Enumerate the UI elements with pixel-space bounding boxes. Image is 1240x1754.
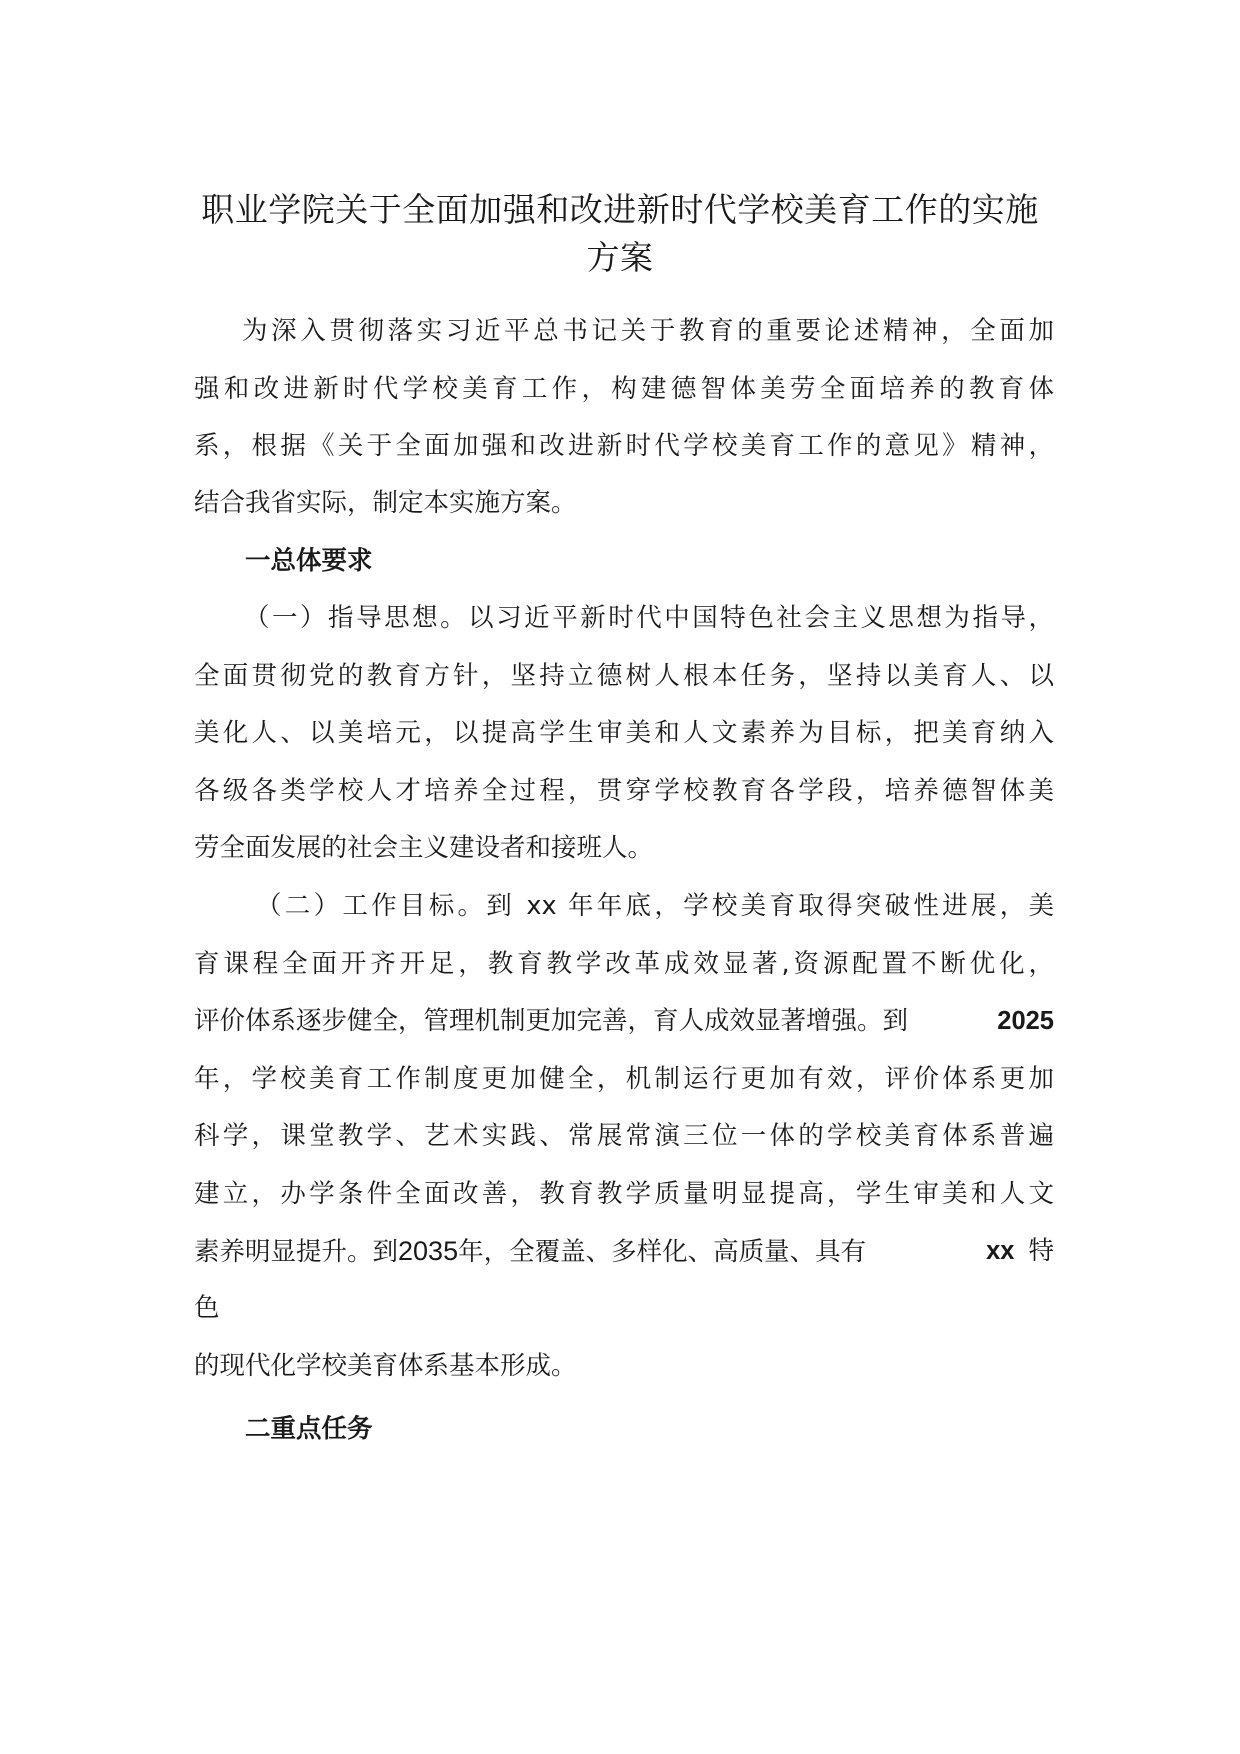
guiding-thought-line-1: （一）指导思想。以习近平新时代中国特色社会主义思想为指导， [244, 603, 1054, 633]
work-goal-line-7-a: 素养明显提升。到 [194, 1237, 399, 1267]
guiding-thought-line-3: 美化人、以美培元，以提高学生审美和人文素养为目标，把美育纳入 [194, 718, 1054, 748]
year-2025: 2025 [997, 1007, 1054, 1035]
year-2035: 2035 [398, 1236, 459, 1266]
work-goal-line-3-text: 评价体系逐步健全，管理机制更加完善，育人成效显著增强。到 [194, 1006, 909, 1036]
work-goal-line-9: 的现代化学校美育体系基本形成。 [194, 1351, 577, 1381]
work-goal-line-5: 科学，课堂教学、艺术实践、常展常演三位一体的学校美育体系普遍 [194, 1121, 1054, 1151]
document-title-line-2: 方案 [586, 238, 654, 277]
xx-placeholder: xx [986, 1237, 1015, 1265]
work-goal-line-7-c: 特 [1028, 1236, 1054, 1266]
intro-line-2: 强和改进新时代学校美育工作，构建德智体美劳全面培养的教育体 [194, 374, 1054, 404]
section-2-heading: 二重点任务 [245, 1414, 373, 1444]
work-goal-line-4: 年，学校美育工作制度更加健全，机制运行更加有效，评价体系更加 [194, 1064, 1054, 1094]
document-title-line-1: 职业学院关于全面加强和改进新时代学校美育工作的实施 [201, 190, 1039, 229]
guiding-thought-line-4: 各级各类学校人才培养全过程，贯穿学校教育各学段，培养德智体美 [194, 776, 1054, 806]
intro-line-4: 结合我省实际，制定本实施方案。 [194, 488, 577, 518]
intro-line-1: 为深入贯彻落实习近平总书记关于教育的重要论述精神，全面加 [242, 316, 1054, 346]
work-goal-line-7-b: 年，全覆盖、多样化、高质量、具有 [458, 1237, 867, 1267]
work-goal-line-1: （二）工作目标。到 xx 年年底，学校美育取得突破性进展，美 [256, 891, 1054, 921]
work-goal-line-3 [194, 1003, 1054, 1039]
work-goal-line-7-end [986, 1233, 1054, 1269]
work-goal-line-7 [194, 1233, 1054, 1270]
work-goal-line-6: 建立，办学条件全面改善，教育教学质量明显提高，学生审美和人文 [194, 1179, 1054, 1209]
work-goal-line-2: 育课程全面开齐开足，教育教学改革成效显著,资源配置不断优化， [194, 949, 1054, 979]
guiding-thought-line-2: 全面贯彻党的教育方针，坚持立德树人根本任务，坚持以美育人、以 [194, 661, 1054, 691]
guiding-thought-line-5: 劳全面发展的社会主义建设者和接班人。 [194, 833, 654, 863]
section-1-heading: 一总体要求 [245, 546, 373, 576]
work-goal-line-8: 色 [194, 1293, 220, 1323]
intro-line-3: 系，根据《关于全面加强和改进新时代学校美育工作的意见》精神， [194, 431, 1054, 461]
